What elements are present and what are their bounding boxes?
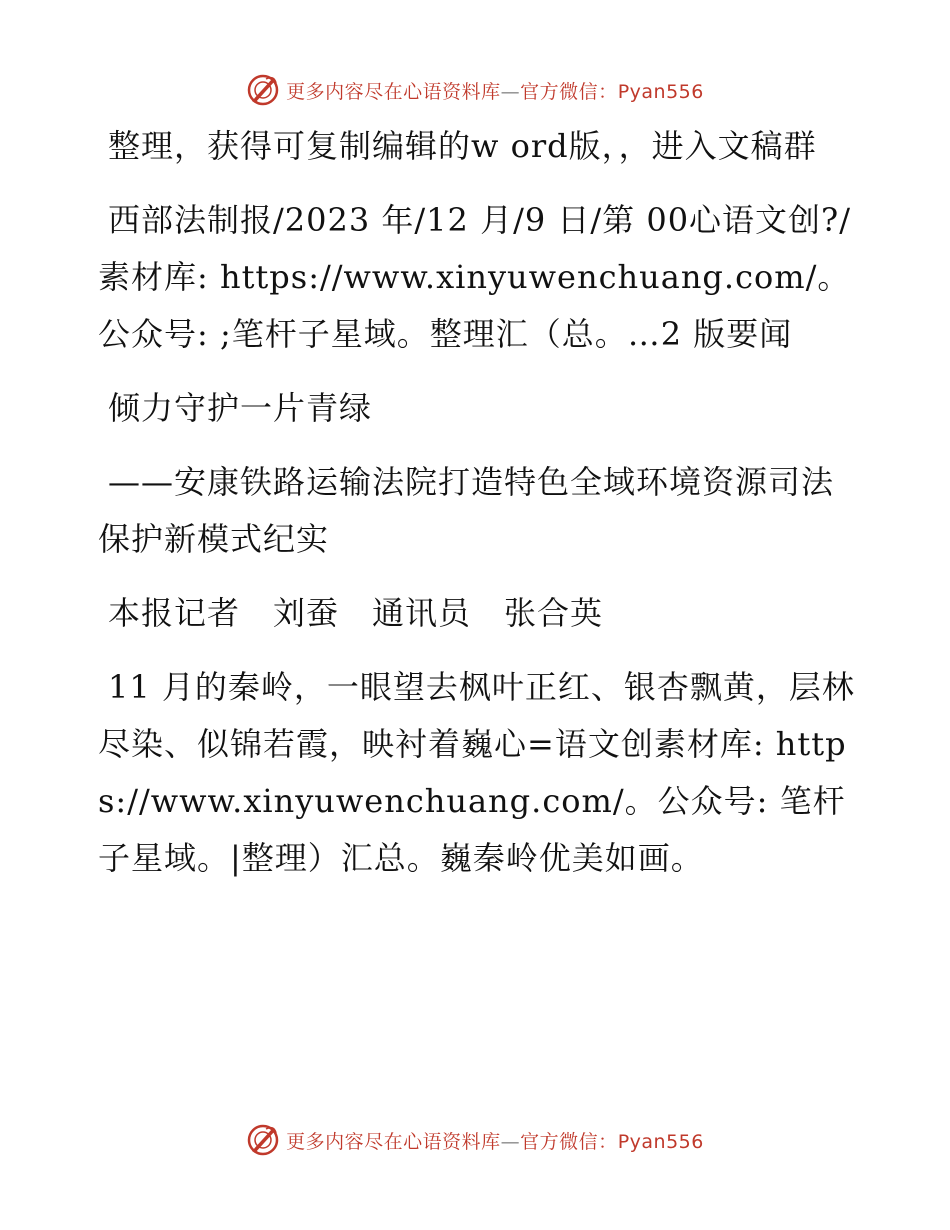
banner-official-label: 官方微信： xyxy=(520,1130,618,1153)
banner-account: Pyan556 xyxy=(617,1130,704,1153)
header-watermark-banner xyxy=(0,70,950,110)
paragraph-source-line: 西部法制报/2023 年/12 月/9 日/第 00心语文创?/素材库: https://www.xinyuwenchuang.com/。公众号: ;笔杆子星域。整理汇（总。…2 版要闻 xyxy=(98,201,851,353)
document-body xyxy=(98,118,858,887)
article-byline: 本报记者 刘蚕 通讯员 张合英 xyxy=(108,594,604,632)
quill-seal-icon xyxy=(246,1123,280,1157)
banner-dash: — xyxy=(500,80,521,103)
banner-main-text: 更多内容尽在心语资料库 xyxy=(286,80,501,103)
banner-text xyxy=(286,77,704,104)
banner-official-label: 官方微信： xyxy=(520,80,618,103)
quill-seal-icon xyxy=(246,73,280,107)
banner-text xyxy=(286,1127,704,1154)
banner-main-text: 更多内容尽在心语资料库 xyxy=(286,1130,501,1153)
article-body-paragraph: 11 月的秦岭，一眼望去枫叶正红、银杏飘黄，层林尽染、似锦若霞，映衬着巍心=语文创素材库: https://www.xinyuwenchuang.com/。公众号: 笔杆子星域。|整理）汇总。巍秦岭优美如画。 xyxy=(98,668,855,877)
footer-watermark-banner xyxy=(0,1120,950,1160)
banner-account: Pyan556 xyxy=(617,80,704,103)
article-subtitle: ——安康铁路运输法院打造特色全域环境资源司法保护新模式纪实 xyxy=(98,463,835,558)
article-title: 倾力守护一片青绿 xyxy=(108,389,373,427)
paragraph-intro: 整理，获得可复制编辑的w ord版，，进入文稿群 xyxy=(108,127,817,165)
banner-dash: — xyxy=(500,1130,521,1153)
